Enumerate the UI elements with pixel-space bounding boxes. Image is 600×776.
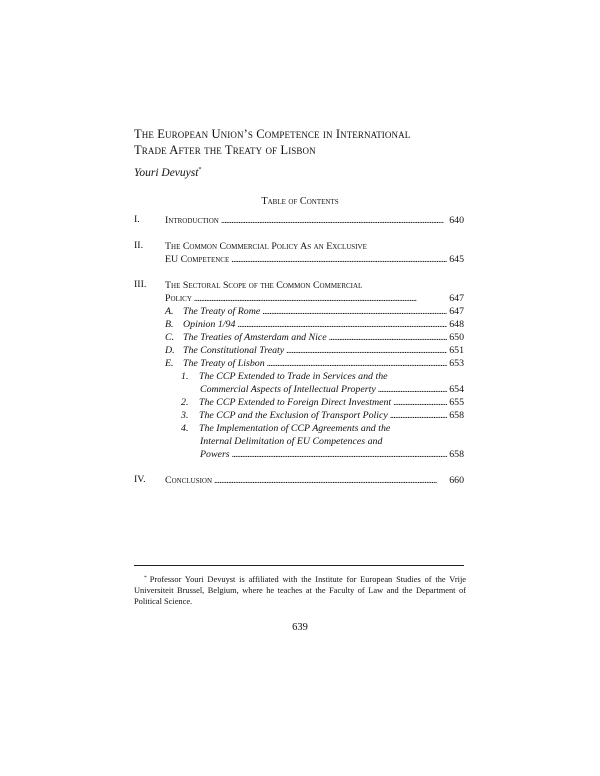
toc-subentry-opinion-1-94[interactable]: [134, 318, 464, 331]
toc-entry-line-1: [134, 279, 464, 292]
toc-entry[interactable]: [134, 253, 464, 266]
subentry-label: E.: [165, 358, 174, 369]
footnote: [134, 573, 466, 607]
subentry-title: The Constitutional Treaty: [183, 345, 285, 356]
toc-page-number: 651: [449, 345, 464, 356]
toc-page-number: 647: [449, 306, 464, 317]
subentry-label: D.: [165, 345, 175, 356]
toc-entry[interactable]: [134, 214, 464, 227]
subsubentry-label: 2.: [181, 397, 189, 408]
subentry-label: C.: [165, 332, 175, 343]
dot-leader: [262, 305, 447, 318]
toc-page-number: 660: [449, 475, 464, 486]
toc-subsubentry-implementation[interactable]: [134, 422, 464, 461]
section-numeral: IV.: [134, 474, 146, 485]
toc-entry-title: The Common Commercial Policy As an Exclusive: [165, 241, 367, 252]
subsubentry-label: 3.: [181, 410, 189, 421]
toc-entry-title: Introduction: [165, 215, 219, 226]
footnote-mark: *: [144, 575, 147, 581]
author-name: Youri Devuyst: [134, 167, 199, 179]
dot-leader: [194, 292, 447, 305]
subsubentry-label: 4.: [181, 423, 189, 434]
author-line: [134, 167, 201, 179]
toc-entry-line-1: [134, 240, 464, 253]
subentry-title: The Treaty of Rome: [183, 306, 261, 317]
toc-subentry-treaty-of-rome[interactable]: [134, 305, 464, 318]
subsubentry-title: The CCP Extended to Foreign Direct Investment: [199, 397, 392, 408]
subsubentry-title-cont: Powers: [200, 449, 230, 460]
author-footnote-mark: *: [198, 167, 202, 173]
dot-leader: [231, 253, 447, 266]
toc-section-exclusive-competence[interactable]: [134, 240, 464, 266]
article-title: [134, 126, 474, 158]
footnote-text: Professor Youri Devuyst is affiliated with the Institute for European Studies of the Vrije Universiteit Brussel, Belgium, where he teaches at the Faculty of Law and the Department of Political Science.: [134, 575, 466, 606]
article-title-line-1: The European Union’s Competence in International: [134, 127, 411, 141]
subsubentry-title: The CCP and the Exclusion of Transport Policy: [199, 410, 388, 421]
subsubentry-title: The Implementation of CCP Agreements and the: [199, 423, 391, 434]
dot-leader: [286, 344, 447, 357]
toc-page-number: 653: [449, 358, 464, 369]
dot-leader: [329, 331, 448, 344]
dot-leader: [232, 448, 448, 461]
dot-leader: [378, 383, 447, 396]
toc-subsubentry-fdi[interactable]: [134, 396, 464, 409]
toc-entry-title: The Sectoral Scope of the Common Commercial: [165, 280, 363, 291]
subentry-title: Opinion 1/94: [183, 319, 236, 330]
dot-leader: [393, 396, 447, 409]
toc-page-number: 648: [449, 319, 464, 330]
toc-section-conclusion[interactable]: [134, 474, 464, 487]
subsubentry-title-cont: Commercial Aspects of Intellectual Property: [200, 384, 376, 395]
toc-page-number: 640: [449, 215, 464, 226]
toc-heading: Table of Contents: [261, 196, 339, 207]
article-title-line-2: Trade After the Treaty of Lisbon: [134, 143, 316, 157]
dot-leader: [267, 357, 448, 370]
toc-entry-title: Conclusion: [165, 475, 213, 486]
section-numeral: I.: [134, 214, 140, 225]
subentry-title: The Treaty of Lisbon: [183, 358, 265, 369]
subentry-label: A.: [165, 306, 174, 317]
toc-entry-title-cont: Policy: [165, 293, 192, 304]
toc-entry[interactable]: [134, 474, 464, 487]
toc-section-introduction[interactable]: [134, 214, 464, 227]
dot-leader: [237, 318, 447, 331]
toc-page-number: 647: [449, 293, 464, 304]
subsubentry-label: 1.: [181, 371, 189, 382]
dot-leader: [214, 474, 447, 487]
toc-page-number: 658: [449, 449, 464, 460]
section-numeral: III.: [134, 279, 147, 290]
toc-page-number: 650: [449, 332, 464, 343]
table-of-contents: [134, 214, 464, 487]
toc-subentry-constitutional-treaty[interactable]: [134, 344, 464, 357]
subsubentry-title-cont: Internal Delimitation of EU Competences and: [200, 436, 383, 447]
toc-subentry-treaty-of-lisbon[interactable]: [134, 357, 464, 370]
subentry-title: The Treaties of Amsterdam and Nice: [183, 332, 327, 343]
dot-leader: [221, 214, 447, 227]
toc-subentry-amsterdam-nice[interactable]: [134, 331, 464, 344]
toc-entry-title-cont: EU Competence: [165, 254, 230, 265]
toc-page-number: 655: [449, 397, 464, 408]
section-numeral: II.: [134, 240, 144, 251]
toc-entry[interactable]: [134, 292, 464, 305]
toc-section-sectoral-scope[interactable]: [134, 279, 464, 461]
toc-subsubentry-services-ip[interactable]: [134, 370, 464, 396]
toc-page-number: 658: [449, 410, 464, 421]
subsubentry-title: The CCP Extended to Trade in Services and the: [199, 371, 388, 382]
toc-page-number: 645: [449, 254, 464, 265]
toc-page-number: 654: [449, 384, 464, 395]
subentry-label: B.: [165, 319, 174, 330]
toc-subsubentry-transport[interactable]: [134, 409, 464, 422]
footnote-divider: [134, 565, 464, 566]
page-number: 639: [292, 622, 308, 633]
dot-leader: [390, 409, 447, 422]
